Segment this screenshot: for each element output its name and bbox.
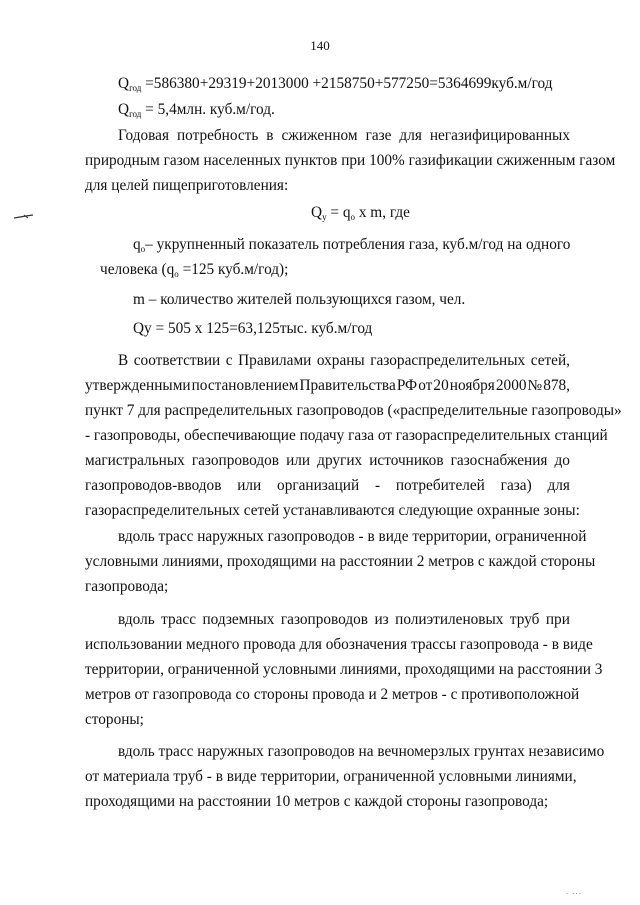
formula-qy-calc: Qу = 505 x 125=63,125тыс. куб.м/год: [133, 320, 373, 337]
zone1-line-1: вдоль трасс наружных газопроводов - в виде территории, ограниченной: [118, 528, 587, 545]
zone3-line-3: проходящими на расстоянии 10 метров с каждой стороны газопровода;: [85, 793, 549, 810]
zone3-line-1: вдоль трасс наружных газопроводов на вечномерзлых грунтах независимо: [118, 743, 605, 760]
para-rules-line-4: - газопроводы, обеспечивающие подачу газа от газораспределительных станций: [85, 427, 608, 444]
zone2-line-3: территории, ограниченной условными линиями, проходящими на расстоянии 3: [85, 661, 603, 678]
zone3-line-2: от материала труб - в виде территории, ограниченной условными линиями,: [85, 768, 577, 785]
para-rules-line-7: газораспределительных сетей устанавливаются следующие охранные зоны:: [85, 502, 580, 519]
para-rules-line-3: пункт 7 для распределительных газопроводов («распределительные газопроводы»: [85, 402, 622, 419]
para-rules-line-1: В соответствии с Правилами охраны газораспределительных сетей,: [118, 352, 570, 369]
para-annual-line-3: для целей пищеприготовления:: [85, 177, 289, 194]
zone2-line-1: вдоль трасс подземных газопроводов из полиэтиленовых труб при: [118, 611, 570, 628]
zone2-line-2: использовании медного провода для обозначения трассы газопровода - в виде: [85, 636, 593, 653]
para-annual-line-2: природным газом населенных пунктов при 100% газификации сжиженным газом: [85, 152, 616, 169]
page-number: 140: [310, 38, 330, 53]
def-qo-line-2: человека ($q_о =125$ куб.м/год);: [100, 261, 289, 279]
formula-q-god-mln: $Q_{год} = 5,4млн$. куб.м/год.: [118, 101, 275, 119]
scan-artifact: · ···: [566, 890, 583, 898]
para-rules-line-6: газопроводов-вводов или организаций - потребителей газа) для: [85, 477, 570, 494]
formula-qy: $Q_у = q_о$ x m, где: [311, 204, 410, 222]
def-m: m – количество жителей пользующихся газом, чел.: [133, 291, 466, 308]
def-qo-line-1: $q_о$ – укрупненный показатель потребления газа, куб.м/год на одного: [133, 236, 571, 254]
para-rules-line-2: утвержденными постановлением Правительства РФ от 20 ноября 2000 № 878,: [85, 377, 570, 394]
formula-q-god: $Q_{год} =586380+29319+2013000 +2158750+577250=5364699куб.м/год$: [118, 75, 553, 93]
zone2-line-5: стороны;: [85, 711, 144, 728]
zone2-line-4: метров от газопровода со стороны провода и 2 метров - с противоположной: [85, 686, 580, 703]
para-annual-line-1: Годовая потребность в сжиженном газе для негазифицированных: [118, 127, 570, 144]
para-rules-line-5: магистральных газопроводов или других источников газоснабжения до: [85, 452, 570, 469]
zone1-line-3: газопровода;: [85, 578, 169, 595]
zone1-line-2: условными линиями, проходящими на расстоянии 2 метров с каждой стороны: [85, 553, 596, 570]
margin-mark: [14, 207, 34, 213]
